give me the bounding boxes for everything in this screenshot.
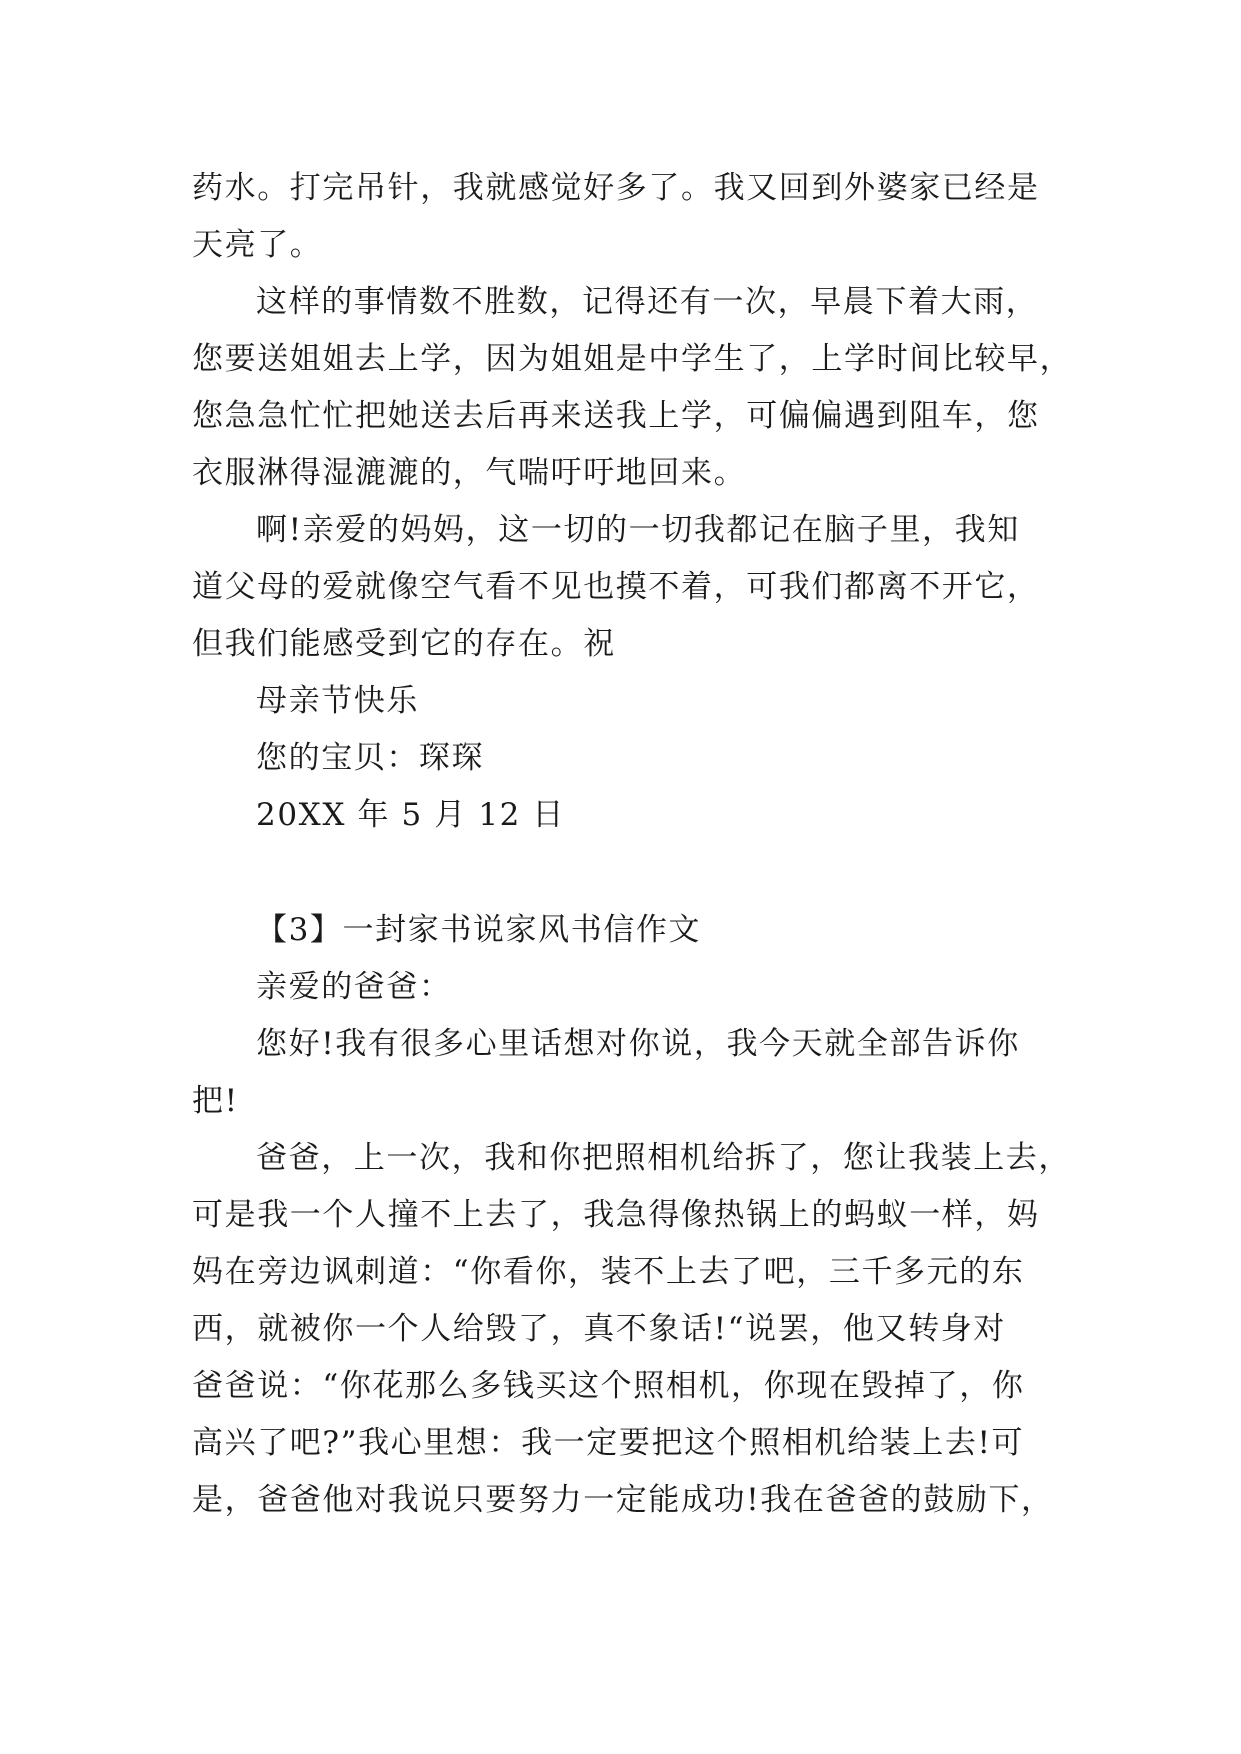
body-text-line: 把! (192, 1083, 239, 1119)
body-text-line: 爸爸说：“你花那么多钱买这个照相机，你现在毁掉了，你 (192, 1368, 1025, 1404)
body-text-line: 道父母的爱就像空气看不见也摸不着，可我们都离不开它， (192, 569, 1040, 605)
body-text-line: 是，爸爸他对我说只要努力一定能成功!我在爸爸的鼓励下， (192, 1482, 1054, 1518)
paragraph-first-line: 您好!我有很多心里话想对你说，我今天就全部告诉你 (256, 1026, 1020, 1062)
section-heading: 【3】一封家书说家风书信作文 (256, 912, 702, 948)
body-text-line: 天亮了。 (192, 227, 323, 263)
body-text-line: 妈在旁边讽刺道：“你看你，装不上去了吧，三千多元的东 (192, 1254, 1025, 1290)
body-text-line: 可是我一个人撞不上去了，我急得像热锅上的蚂蚁一样，妈 (192, 1197, 1040, 1233)
body-text-line: 西，就被你一个人给毁了，真不象话!“说罢，他又转身对 (192, 1311, 1006, 1347)
body-text-line: 但我们能感受到它的存在。祝 (192, 626, 616, 662)
paragraph-first-line: 爸爸，上一次，我和你把照相机给拆了，您让我装上去， (256, 1140, 1071, 1176)
body-text-line: 衣服淋得湿漉漉的，气喘吁吁地回来。 (192, 455, 747, 491)
letter-date: 20XX 年 5 月 12 日 (256, 797, 566, 833)
paragraph-first-line: 这样的事情数不胜数，记得还有一次，早晨下着大雨， (256, 284, 1039, 320)
body-text-line: 高兴了吧?”我心里想：我一定要把这个照相机给装上去!可 (192, 1425, 1025, 1461)
body-text-line: 您急急忙忙把她送去后再来送我上学，可偏偏遇到阻车，您 (192, 398, 1040, 434)
body-text-line: 药水。打完吊针，我就感觉好多了。我又回到外婆家已经是 (192, 170, 1040, 206)
signature-line: 您的宝贝：琛琛 (256, 740, 485, 776)
closing-wish: 母亲节快乐 (256, 683, 419, 719)
paragraph-first-line: 啊!亲爱的妈妈，这一切的一切我都记在脑子里，我知 (256, 512, 1020, 548)
body-text-line: 您要送姐姐去上学，因为姐姐是中学生了，上学时间比较早， (192, 341, 1073, 377)
letter-salutation: 亲爱的爸爸： (256, 969, 452, 1005)
